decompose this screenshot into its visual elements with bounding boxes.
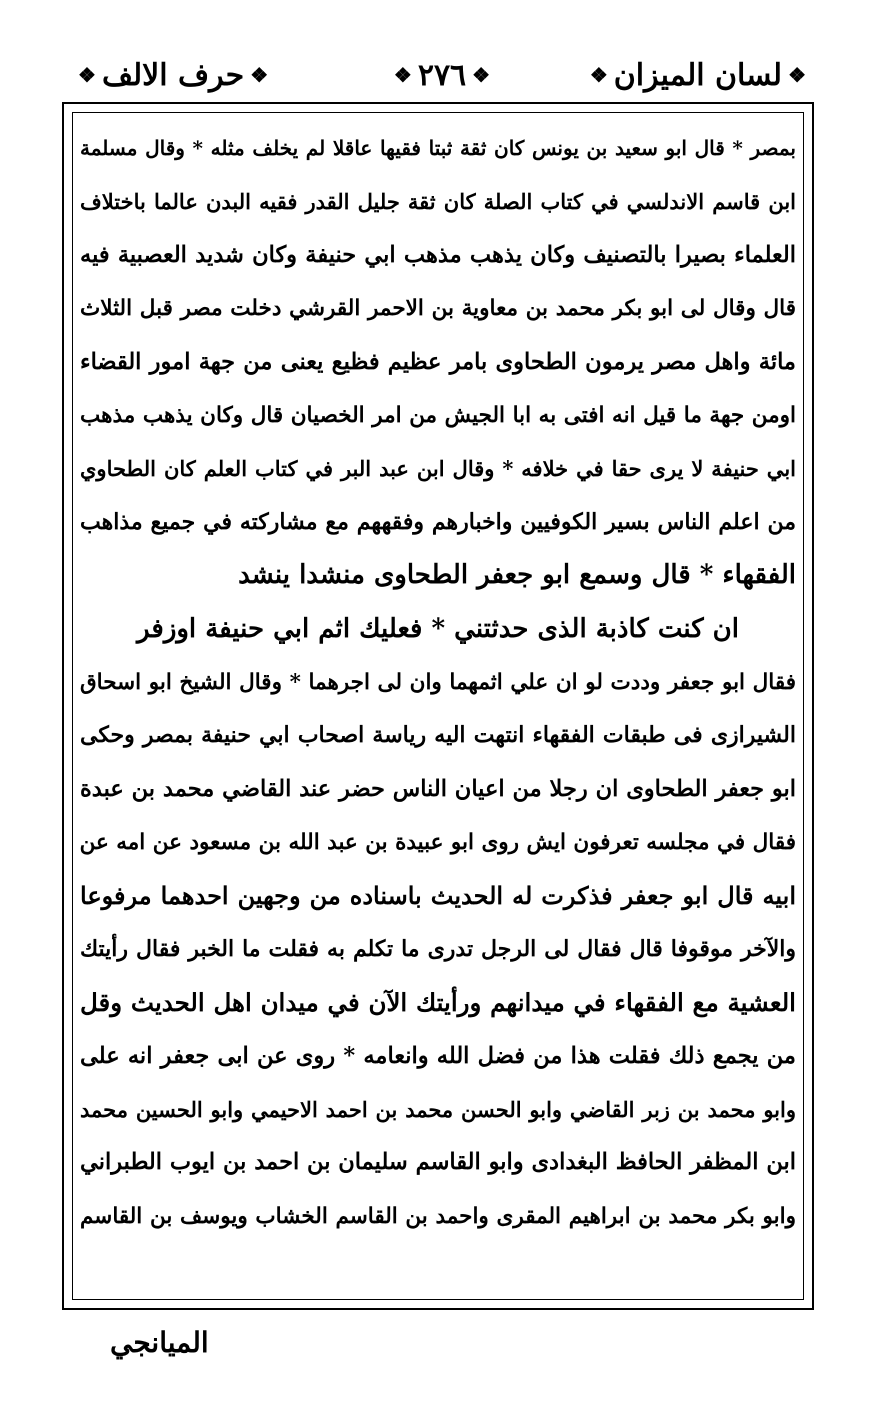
ornament-icon: ❖ [788, 63, 806, 87]
text-line: ابو جعفر الطحاوى ان رجلا من اعيان الناس حضر عند القاضي محمد بن عبدة [80, 775, 796, 802]
text-frame [62, 102, 814, 1310]
text-line: مائة واهل مصر يرمون الطحاوى بامر عظيم فظيع يعنى من جهة امور القضاء [80, 348, 796, 375]
text-line: وابو بكر محمد بن ابراهيم المقرى واحمد بن القاسم الخشاب ويوسف بن القاسم [80, 1203, 796, 1229]
ornament-icon: ❖ [472, 63, 491, 87]
text-line: من يجمع ذلك فقلت هذا من فضل الله وانعامه * روى عن ابى جعفر انه على [80, 1042, 796, 1069]
text-line: العشية مع الفقهاء في ميدانهم ورأيتك الآن في ميدان اهل الحديث وقل [80, 988, 796, 1018]
ornament-icon: ❖ [393, 63, 412, 87]
catchword: الميانجي [110, 1326, 209, 1359]
text-line: ابن قاسم الاندلسي في كتاب الصلة كان ثقة جليل القدر فقيه البدن عالما باختلاف [80, 189, 796, 215]
text-line: اومن جهة ما قيل انه افتى به ابا الجيش من امر الخصيان قال وكان يذهب مذهب [80, 402, 796, 428]
text-line: ابيه قال ابو جعفر فذكرت له الحديث باسناده من وجهين احدهما مرفوعا [80, 881, 796, 911]
text-line: وابو محمد بن زبر القاضي وابو الحسن محمد بن احمد الاحيمي وابو الحسين محمد [80, 1097, 796, 1123]
ornament-icon: ❖ [78, 63, 96, 87]
page-number: ٢٧٦ [417, 57, 467, 93]
book-title: لسان الميزان [613, 57, 783, 93]
page-header [78, 48, 806, 102]
text-line: الفقهاء * قال وسمع ابو جعفر الطحاوى منشدا ينشد [238, 560, 796, 591]
text-line: بمصر * قال ابو سعيد بن يونس كان ثقة ثبتا فقيها عاقلا لم يخلف مثله * وقال مسلمة [80, 136, 796, 160]
text-line: الشيرازى فى طبقات الفقهاء انتهت اليه رياسة اصحاب ابي حنيفة بمصر وحكى [80, 722, 796, 749]
text-line: فقال ابو جعفر وددت لو ان علي اثمهما وان لى اجرهما * وقال الشيخ ابو اسحاق [80, 669, 796, 695]
text-line: العلماء بصيرا بالتصنيف وكان يذهب مذهب ابي حنيفة وكان شديد العصبية فيه [80, 241, 796, 268]
ornament-icon: ❖ [589, 63, 608, 87]
page-number-block [394, 48, 490, 102]
text-line: من اعلم الناس بسير الكوفيين واخبارهم وفقههم مع مشاركته في جميع مذاهب [80, 508, 796, 535]
text-line: ابن المظفر الحافظ البغدادى وابو القاسم سليمان بن احمد بن ايوب الطبراني [80, 1149, 796, 1176]
text-line: ابي حنيفة لا يرى حقا في خلافه * وقال ابن عبد البر في كتاب العلم كان الطحاوي [80, 456, 796, 482]
text-line: فقال في مجلسه تعرفون ايش روى ابو عبيدة بن عبد الله بن مسعود عن امه عن [80, 830, 796, 856]
body-text [80, 122, 796, 1243]
section-title: حرف الالف [101, 57, 245, 93]
running-title-section [78, 48, 268, 102]
ornament-icon: ❖ [250, 63, 269, 87]
text-line: قال وقال لى ابو بكر محمد بن معاوية بن الاحمر القرشي دخلت مصر قبل الثلاث [80, 296, 796, 322]
text-line: والآخر موقوفا قال فقال لى الرجل تدرى ما تكلم به فقلت ما الخبر فقال رأيتك [80, 935, 796, 962]
poetry-verse: ان كنت كاذبة الذى حدثتني * فعليك اثم ابي حنيفة اوزفر [137, 613, 739, 644]
running-title-book [590, 48, 806, 102]
